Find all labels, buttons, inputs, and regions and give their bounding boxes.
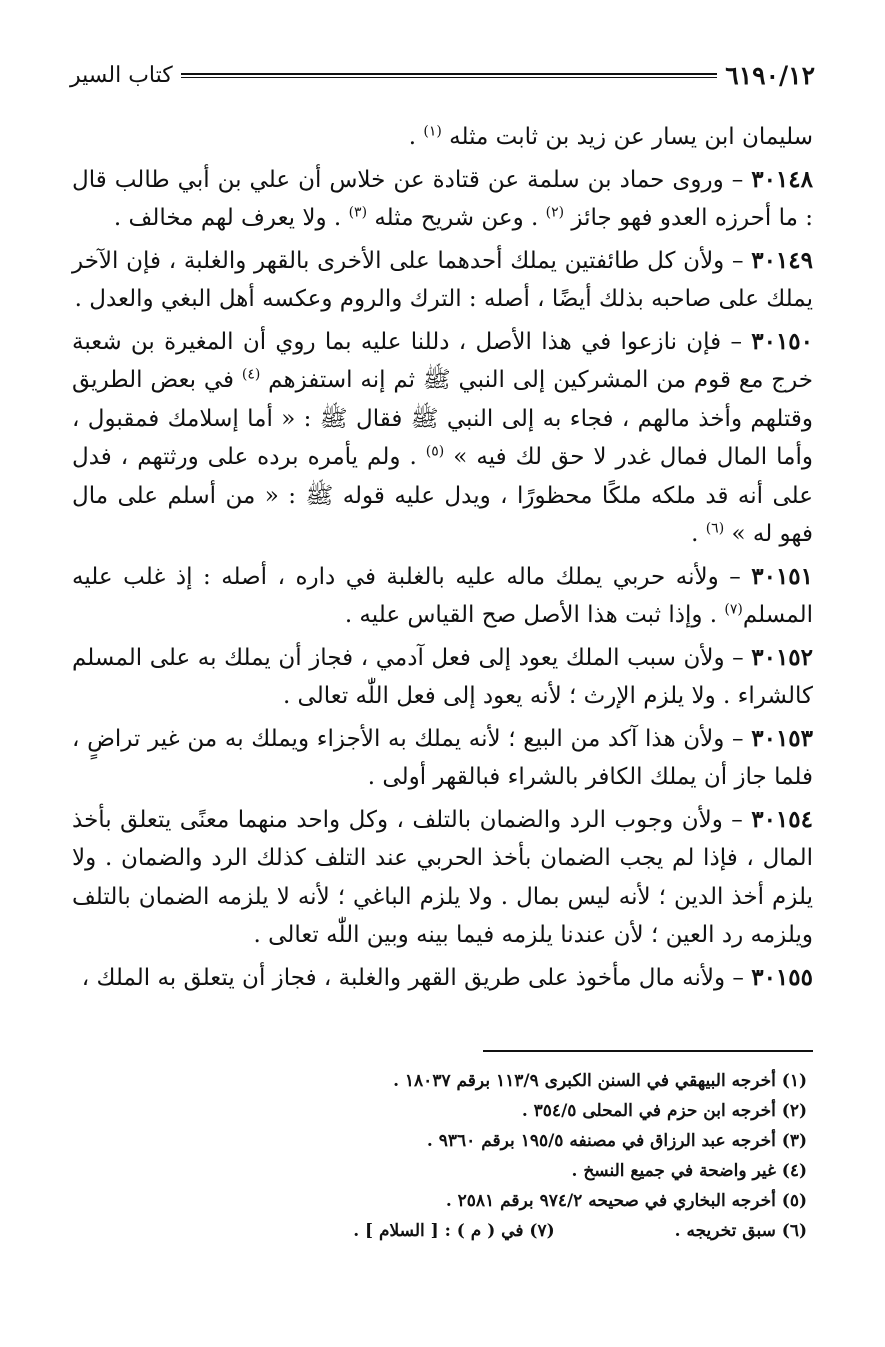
body-text xyxy=(72,118,813,1001)
paragraph: ٣٠١٥٣ – ولأن هذا آكد من البيع ؛ لأنه يملك به الأجزاء ويملك به من غير تراضٍ ، فلما جاز أن يملك الكافر بالشراء فبالقهر أولى . xyxy=(72,724,814,790)
paragraph-text: ولأنه مال مأخوذ على طريق القهر والغلبة ، فجاز أن يتعلق به الملك ، xyxy=(81,964,726,991)
paragraph: ٣٠١٥٠ – فإن نازعوا في هذا الأصل ، دللنا عليه بما روي أن المغيرة بن شعبة خرج مع قوم من المشركين إلى النبي ﷺ ثم إنه استفزهم $^{(٤)}$ في بعض الطريق وقتلهم وأخذ مالهم ، فجاء به إلى النبي ﷺ فقال ﷺ : « أما إسلامك فمقبول ، وأما المال فمال غدر لا حق لك فيه » $^{(٥)}$ . ولم يأمره برده على ورثتهم ، فدل على أنه قد ملكه ملكًا محظورًا ، ويدل عليه قوله ﷺ : « من أسلم على مال فهو له » $^{(٦)}$ . xyxy=(72,327,814,547)
footnotes xyxy=(72,1066,807,1246)
paragraph-text: ولأن سبب الملك يعود إلى فعل آدمي ، فجاز أن يملك به على المسلم كالشراء . ولا يلزم الإرث ؛ لأنه يعود إلى فعل اللّٰه تعالى . xyxy=(72,644,813,709)
footnote-row xyxy=(72,1216,807,1246)
footnote-separator xyxy=(483,1050,813,1052)
footnote: (١) أخرجه البيهقي في السنن الكبرى ١١٣/٩ برقم ١٨٠٣٧ . xyxy=(393,1071,807,1091)
paragraph-text: فإن نازعوا في هذا الأصل ، دللنا عليه بما روي أن المغيرة بن شعبة خرج مع قوم من المشركين إلى النبي ﷺ ثم إنه استفزهم xyxy=(72,328,814,393)
paragraph-text: في بعض الطريق وقتلهم وأخذ مالهم ، فجاء به إلى النبي ﷺ فقال ﷺ : « أما إسلامك فمقبول ، وأما المال فمال غدر لا حق لك فيه » xyxy=(72,367,813,470)
footnote-ref: (٥) xyxy=(425,443,445,460)
paragraph-number: ٣٠١٤٩ xyxy=(751,246,813,274)
paragraph-text: ولأنه حربي يملك ماله عليه بالغلبة في داره ، أصله : إذ غلب عليه المسلم xyxy=(72,563,813,628)
paragraph: ٣٠١٥٢ – ولأن سبب الملك يعود إلى فعل آدمي ، فجاز أن يملك به على المسلم كالشراء . ولا يلزم الإرث ؛ لأنه يعود إلى فعل اللّٰه تعالى . xyxy=(72,643,814,709)
footnote: (٦) سبق تخريجه . xyxy=(674,1221,807,1241)
footnote: (٧) في ( م ) : [ السلام ] . xyxy=(353,1221,555,1241)
paragraph-text: . وإذا ثبت هذا الأصل صح القياس عليه . xyxy=(344,602,725,628)
paragraph: ٣٠١٤٨ – وروى حماد بن سلمة عن قتادة عن خلاس أن علي بن أبي طالب قال : ما أحرزه العدو فهو جائز $^{(٢)}$ . وعن شريح مثله $^{(٣)}$ . ولا يعرف لهم مخالف . xyxy=(72,165,813,231)
paragraph-text: وروى حماد بن سلمة عن قتادة عن خلاس أن علي بن أبي طالب قال : ما أحرزه العدو فهو جائز xyxy=(72,166,813,231)
paragraph-text: ولأن كل طائفتين يملك أحدهما على الأخرى بالقهر والغلبة ، فإن الآخر يملك على صاحبه بذلك أيضًا ، أصله : الترك والروم وعكسه أهل البغي والعدل . xyxy=(72,247,813,312)
paragraph-list xyxy=(72,161,813,998)
paragraph-number: ٣٠١٥١ xyxy=(751,562,814,590)
continuation-end: . xyxy=(408,124,424,150)
footnote-ref: (٢) xyxy=(545,204,565,221)
footnote-ref: (١) xyxy=(423,123,442,140)
paragraph-text: . xyxy=(691,521,706,547)
footnote: (٣) أخرجه عبد الرزاق في مصنفه ١٩٥/٥ برقم ٩٣٦٠ . xyxy=(426,1131,807,1151)
paragraph-number: ٣٠١٥٠ xyxy=(751,327,814,355)
footnote-ref: (٧) xyxy=(724,601,743,618)
paragraph: ٣٠١٥٤ – ولأن وجوب الرد والضمان بالتلف ، وكل واحد منهما معنًى يتعلق بأخذ المال ، فإذا لم يجب الضمان بأخذ الحربي عند التلف كذلك الرد والضمان . ولا يلزم أخذ الدين ؛ لأنه ليس بمال . ولا يلزم الباغي ؛ لأنه لا يلزمه الضمان بالتلف ويلزمه رد العين ؛ لأن عندنا يلزمه فيما بينه وبين اللّٰه تعالى . xyxy=(72,805,813,948)
paragraph-number: ٣٠١٥٥ xyxy=(751,963,813,991)
paragraph-number: ٣٠١٥٣ xyxy=(751,724,814,752)
paragraph-text: . ولا يعرف لهم مخالف . xyxy=(113,205,349,231)
footnote: (٥) أخرجه البخاري في صحيحه ٩٧٤/٢ برقم ٢٥٨١ . xyxy=(445,1191,807,1211)
continuation-paragraph xyxy=(72,118,813,157)
page-number: ٦١٩٠/١٢ xyxy=(725,60,815,90)
footnote-list xyxy=(72,1066,807,1216)
paragraph-number: ٣٠١٥٢ xyxy=(751,643,814,671)
paragraph-number: ٣٠١٤٨ xyxy=(751,165,813,193)
paragraph: ٣٠١٤٩ – ولأن كل طائفتين يملك أحدهما على الأخرى بالقهر والغلبة ، فإن الآخر يملك على صاحبه بذلك أيضًا ، أصله : الترك والروم وعكسه أهل البغي والعدل . xyxy=(72,246,813,312)
page-header xyxy=(70,58,815,92)
footnote: (٢) أخرجه ابن حزم في المحلى ٣٥٤/٥ . xyxy=(521,1101,807,1121)
footnote: (٤) غير واضحة في جميع النسخ . xyxy=(571,1161,807,1181)
header-rule xyxy=(181,73,718,78)
paragraph: ٣٠١٥١ – ولأنه حربي يملك ماله عليه بالغلبة في داره ، أصله : إذ غلب عليه المسلم$^{(٧)}$ . وإذا ثبت هذا الأصل صح القياس عليه . xyxy=(72,562,814,628)
paragraph-text: . وعن شريح مثله xyxy=(367,205,546,231)
footnote-ref: (٣) xyxy=(348,204,368,221)
paragraph-number: ٣٠١٥٤ xyxy=(751,805,813,833)
footnote-ref: (٤) xyxy=(241,366,261,383)
footnote-ref: (٦) xyxy=(705,520,725,537)
paragraph-text: ولأن هذا آكد من البيع ؛ لأنه يملك به الأجزاء ويملك به من غير تراضٍ ، فلما جاز أن يملك الكافر بالشراء فبالقهر أولى . xyxy=(72,725,813,790)
paragraph: ٣٠١٥٥ – ولأنه مال مأخوذ على طريق القهر والغلبة ، فجاز أن يتعلق به الملك ، xyxy=(81,963,813,991)
continuation-text: سليمان ابن يسار عن زيد بن ثابت مثله xyxy=(449,124,813,150)
paragraph-text: . ولم يأمره برده على ورثتهم ، فدل على أنه قد ملكه ملكًا محظورًا ، ويدل عليه قوله ﷺ : « من أسلم على مال فهو له » xyxy=(72,444,813,547)
paragraph-text: ولأن وجوب الرد والضمان بالتلف ، وكل واحد منهما معنًى يتعلق بأخذ المال ، فإذا لم يجب الضمان بأخذ الحربي عند التلف كذلك الرد والضمان . ولا يلزم أخذ الدين ؛ لأنه ليس بمال . ولا يلزم الباغي ؛ لأنه لا يلزمه الضمان بالتلف ويلزمه رد العين ؛ لأن عندنا يلزمه فيما بينه وبين اللّٰه تعالى . xyxy=(72,806,813,948)
book-title: كتاب السير xyxy=(70,62,173,88)
